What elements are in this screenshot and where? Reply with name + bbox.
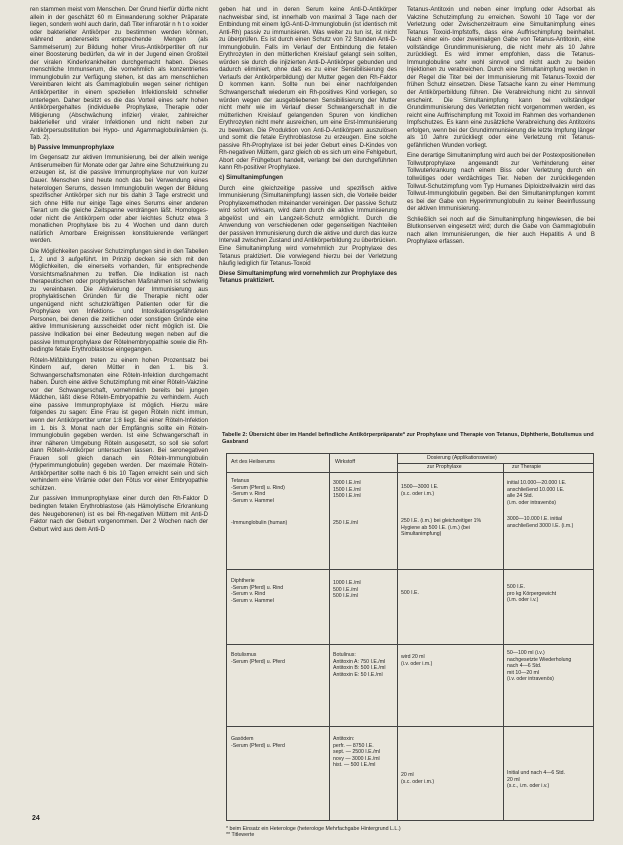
text-column-left bbox=[30, 6, 208, 533]
paragraph: geben hat und in deren Serum keine Anti-D-Antikörper nachweisbar sind, ist innerhalb von maximal 3 Tage nach der Entbindung mit einem IgG-Anti-D-Immunglobulin (ist identisch mit Anti-Rh) passiv zu immunisieren. Was weiter zu tun ist, ist nicht zu überprüfen. Es ist durch einen Schutz von 72 Stunden Anti-D-Immunglobulin. Falls im Verlauf der Entbindung die fetalen Erythrozyten in den mütterlichen Kreislauf gelangt sein sollten, würden sie durch die injizierten Anti-D-Antikörper gebunden und dadurch eliminiert, ohne daß es zu einer Sensibilisierung des Verlaufs der Antikörperbildung) der Mutter gegen den Rh-Faktor D kommen kann. Sollte nun bei einer nachfolgenden Schwangerschaft wiederum ein Rh-positives Kind vorliegen, so würden wegen der ausgebliebenen Sensibilisierung der Mutter nicht mehr wie im Verlauf dieser Schwangerschaft in die mütterlichen Kreislauf gelangenden Spuren von kindlichen Erythrozyten nicht mehr ausreichen, um eine Erst-Immunisierung zu bewirken. Die Produktion von Anti-D-Antikörpern auszulösen und somit die fetale Erythroblastose zu erzeugen. Eine solche passive Rh-Prophylaxe ist bei jeder Geburt eines D-Kindes von Rh-negativen Müttern, ganz gleich ob es sich um eine Fehlgeburt, Abort oder Frühgeburt handelt, verlangt bei den durchgeführten kann Rh-positiver Prophylaxe. bbox=[219, 6, 397, 172]
table-cell: Antitoxin: perfr. — 8750 I.E. sept. — 2500 I.E./ml novy — 3000 I.E./ml hist. — 500 I.E./ml bbox=[333, 736, 380, 769]
table-cell: initial 10.000—20.000 I.E. anschließend 10.000 I.E. alle 24 Std. (i.m. oder intravenös) bbox=[507, 480, 567, 506]
paragraph: Schließlich sei noch auf die Simultanimpfung hingewiesen, die bei Blutkonserven eingesetzt wird; durch die Gabe von Gammaglobulin nach allen Immunisierungen, die hier auch Hepatitis A und B Prophylaxe erfassen. bbox=[407, 215, 595, 246]
bold-statement: Diese Simultanimpfung wird vornehmlich zur Prophylaxe des Tetanus praktiziert. bbox=[219, 269, 397, 285]
table-cell: 50—100 ml (i.v.) nachgesetzte Wiederholung nach 4—6 Std. mit 10—20 ml (i.v. oder intravenös) bbox=[507, 650, 572, 683]
paragraph: Die Möglichkeiten passiver Schutzimpfungen sind in den Tabellen 1, 2 und 3 aufgeführt. Im Prinzip decken sie sich mit den Möglichkeiten, die einerseits vorhanden, für entsprechende Vorsichtsmaßnahmen zu treffen. Die Indikation ist nach therapeutischen oder prophylaktischen Maßnahmen ist schwierig zu vereinbaren. Die Aktivierung der Immunisierung aus prophylaktischen Gründen für die Therapie nicht oder ungenügend nicht schutzkräftigen Patienten oder für die Prophylaxe von Infektions- und Intoxikationsgefährdeten Personen, bei denen die zeitlichen oder sonstigen Gründe eine aktive Immunisierung ausscheidet oder nicht möglich ist. Die passive Indikation bei einer Bedeutung wegen neben auf die passive Immunprophylaxe der Rötelnembryopathie sowie die Rh-bedingte fetale Erythroblastose eingegangen. bbox=[30, 247, 208, 354]
section-heading-c: c) Simultanimpfungen bbox=[219, 174, 283, 182]
table-cell: Botulinus: Antitoxin A: 750 I.E./ml Antitoxin B: 500 I.E./ml Antitoxin E: 50 I.E./ml bbox=[333, 652, 386, 678]
header-dosing: Dosierung (Applikationsweise) bbox=[427, 455, 497, 461]
table-divider bbox=[227, 569, 593, 570]
paragraph: Tetanus-Antitoxin und neben einer Impfung oder Adsorbat als Vakzine Schutzimpfung zu erreichen. Sowohl 10 Tage vor der Verletzung oder Zwischenzeitraum eine Simultanimpfung eines Tetanus Toxoid-Impfstoffs, dass eine Auffrischimpfung beinhaltet. Nach einer ein- oder zweimaligen Gabe von Tetanus-Antitoxin, eine vollständige Grundimmunisierung, die nicht mehr als 10 Jahre zurückliegt. Es wird immer empfohlen, dass die Tetanus-Immunglobuline sehr wohl sinnvoll und nicht auch zu beiden Injektionen zu verabreichen. Durch eine Simultanimpfung werden in der Regel die Titer bei der Immunisierung mit Tetanus-Toxoid der frühen Schutz einsetzen. Diese Tatsache kann zu einer Hemmung der Antikörperbildung führen. Die Verabreichung nicht zu sinnvoll erscheint. Die Simultanimpfung kann bei vollständiger Grundimmunisierung des Verletzten nicht vorgenommen werden, es reicht eine Auffrischimpfung mit Toxoid im Rahmen des vorhandenen Impfschutzes. Es kann eine zusätzliche Verabreichung des Antitoxins erfolgen, wenn bei der Grundimmunisierung die letzte Impfung länger als 10 Jahre zurückliegt oder eine Verletzung mit Tetanus-gefährlichen Wunden vorliegt. bbox=[407, 6, 595, 149]
page-number: 24 bbox=[32, 815, 40, 822]
text-column-middle bbox=[219, 6, 397, 286]
table-cell: 500 I.E. pro kg Körpergewicht (i.m. oder i.v.) bbox=[507, 584, 557, 604]
table-caption: Tabelle 2: Übersicht über im Handel befindliche Antikörperpräparate* zur Prophylaxe und Therapie von Tetanus, Diphtherie, Botulismus und Gasbrand bbox=[222, 432, 594, 445]
table-cell: 1000 I.E./ml 500 I.E./ml 500 I.E./ml bbox=[333, 580, 361, 600]
table-cell: Diphtherie -Serum (Pferd) u. Rind -Serum v. Rind -Serum v. Hammel bbox=[231, 578, 284, 604]
table-divider bbox=[227, 644, 593, 645]
antibody-table bbox=[226, 453, 594, 821]
table-cell: Gasödem -Serum (Pferd) u. Pferd bbox=[231, 736, 285, 749]
table-cell: 3000—10.000 I.E. initial anschließend 3000 I.E. (i.m.) bbox=[507, 516, 574, 529]
table-cell: Initial und nach 4—6 Std. 20 ml (s.c., i.m. oder i.v.) bbox=[507, 770, 565, 790]
table-divider bbox=[503, 463, 504, 820]
table-cell: 250 I.E./ml bbox=[333, 520, 358, 526]
text-column-right bbox=[407, 6, 595, 246]
table-cell: wird 20 ml (i.v. oder i.m.) bbox=[401, 654, 433, 667]
header-name: Art des Heilserums bbox=[231, 459, 275, 465]
header-therapie: zur Therapie bbox=[512, 464, 542, 470]
header-dose: Wirkstoff bbox=[335, 459, 356, 465]
table-cell: Botulismus -Serum (Pferd) u. Pferd bbox=[231, 652, 285, 665]
table-cell: 3000 I.E./ml 1500 I.E./ml 1500 I.E./ml bbox=[333, 480, 361, 500]
paragraph: Eine derartige Simultanimpfung wird auch bei der Postexpositionellen Tollwutprophylaxe angewandt zur Verhinderung einer Tollwuterkrankung nach einem Biss oder Verletzung durch ein tollwütiges oder verdächtiges Tier. Neben der zurückliegenden Tollwut-Schutzimpfung vom Typ Humanes Diploidzellvakzin wird das Tollwut-Immunglobulin gegeben. Bei den Simultanimpfungen kommt es bei der Gabe von Hyperimmunglobulin zu keiner Beeinflussung der aktiven Immunisierung. bbox=[407, 152, 595, 213]
paragraph: Röteln-Mißbildungen treten zu einem hohen Prozentsatz bei Kindern auf, deren Mütter in den 1. bis 3. Schwangerschaftsmonaten eine Röteln-Infektion durchgemacht haben. Durch eine aktive Schutzimpfung mit einer Röteln-Vakzine vor der Schwangerschaft, vornehmlich bereits bei jungen Mädchen, läßt diese Röteln-Embryopathie zu verhindern. Auch eine passive Immunprophylaxe ist möglich. Hierzu wäre folgendes zu sagen: Eine Frau ist gegen Röteln nicht immun, wenn der Antikörpertiter unter 1:8 liegt. Bei einer Röteln-Infektion im 1. bis 3. Monat nach der Empfängnis sollte ein Röteln-Immunglobulin gegeben werden. Ist eine Schwangerschaft in ihrer näheren Umgebung Röteln ausgesetzt, so soll sie sofort dann Röteln-Antikörper untersuchen lassen. Bei seronegativen Frauen soll gleich danach ein Röteln-Immunglobulin (Hyperimmunglobulin) gegeben werden. Der maximale Röteln-Antikörpertiter sollte nach 6 bis 10 Tagen erreicht sein und sich verhindern eine Virämie oder den Fötus vor einer Embryopathie schützen. bbox=[30, 356, 208, 492]
table-cell: -Immunglobulin (human) bbox=[231, 520, 288, 526]
table-cell: 500 I.E. bbox=[401, 590, 419, 596]
table-divider bbox=[329, 454, 330, 820]
paragraph: Durch eine gleichzeitige passive und spezifisch aktive Immunisierung (Simultanimpfung) lassen sich, die Vorteile beider Prophylaxemethoden miteinander vereinigen. Der passive Schutz wird sofort wirksam, wird dann durch die aktive Immunisierung abgelöst und ein Langzeit-Schutz ermöglicht. Durch die Anwendung von verschiedenen oder gegenseitigen Nachteilen der passiven Immunisierung durch die aktive und durch das kurze Intervall zwischen Zustand und Antikörperbildung zu überbrücken. Eine Simultanimpfung wird vornehmlich zur Prophylaxe des Tetanus praktiziert. Die vorwiegend hierzu bei der Verletzung häufig lediglich für Tetanus-Toxoid bbox=[219, 184, 397, 268]
paragraph: Im Gegensatz zur aktiven Immunisierung, bei der allein wenige Antiserumeiben für Monate oder gar Jahre eine Schutzwirkung zu erzeugen ist, ist die passive Immunprophylaxe nur von kurzer Dauer. Menschen sind heute noch das bei Verwendung eines heterologen Serums, dessen Immunglobulin wegen der Bildung spezifischer Antikörper sich nur bis dahin 3 Tage erstreckt und sich ohne Hilfe nur einige Tage eines Serums einer anderen Tierart um die gleiche Zeitspanne verdrängen läßt. Homologes- oder nicht die Antikörpern oder aber leichtes Schutz etwa 3 monatlichen Prophylaxe bis zu 4 Wochen und dann durch natürlich Amorbare Ereignissen konstituierende verlängert werden. bbox=[30, 154, 208, 245]
table-footnote: * beim Einsatz ein Heterologe (heterologe Mehrfachgabe Hintergrund L.L.) ** Titlewerte bbox=[226, 826, 401, 839]
table-cell: 20 ml (s.c. oder i.m.) bbox=[401, 772, 435, 785]
table-cell: 1500—3000 I.E. (s.c. oder i.m.) bbox=[401, 484, 439, 497]
table-divider bbox=[397, 454, 398, 820]
paragraph: Zur passiven Immunprophylaxe einer durch den Rh-Faktor D bedingten fetalen Erythroblastose (als Hämolytische Erkrankung des Neugeborenen) ist es bei Rh-negativen Müttern mit Anti-D Faktor nach der Geburt vorgenommen. Der 2 Wochen nach der Geburt wird aus dem Anti-D bbox=[30, 495, 208, 533]
table-cell: Tetanus -Serum (Pferd) u. Rind) -Serum v. Rind -Serum v. Hammel bbox=[231, 478, 285, 504]
table-divider bbox=[227, 726, 593, 727]
table-cell: 250 I.E. (i.m.) bei gleichzeitiger 1% Hygiene ab 500 I.E. (i.m.) (bei Simultanimpfung) bbox=[401, 518, 482, 538]
paragraph: ren stammen meist vom Menschen. Der Grund hierfür dürfte nicht allein in der geschätzt 60 m Einwanderung solcher Präparate liegen, sondern wohl auch darin, daß Titer infrarotär n h t o xoider oder bakterieller Antikörper zu bestimmen werden können, während andererseits entsprechende Mengen (als Sammelserum) zur Bildung hoher Virus-Antikörpertiter oft nur einer Boosterung bedürfen, da wir in der Jugend einen Großteil der viralen Kinderkrankheiten durchgemacht haben. Dieses menschliche Immunserum, die vornehmlich als konzentriertes Immunglobulin zur Verfügung stehen, ist das am menschlichen Vereinbaren leicht als Gammaglobulin wegen seiner richtigen Antikörpertiter in einem speziellen Infektionsfeld schneller unterlegen. Daher besitzt es die das Vorteil eines sehr hohen Antikörpergehaltes (individuelle Prophylaxe, Therapie oder Mitigierung (Abschwächung infizier) viraler, zahlreicher bakterieller und viraler Infektionen und nicht neben zur Antikörpersubstitution bei Hypo- und Agammaglobulinämien (s. Tab. 2). bbox=[30, 6, 208, 142]
header-prophylaxe: zur Prophylaxe bbox=[427, 464, 462, 470]
table-divider bbox=[397, 463, 593, 464]
section-heading-b: b) Passive Immunprophylaxe bbox=[30, 143, 115, 151]
